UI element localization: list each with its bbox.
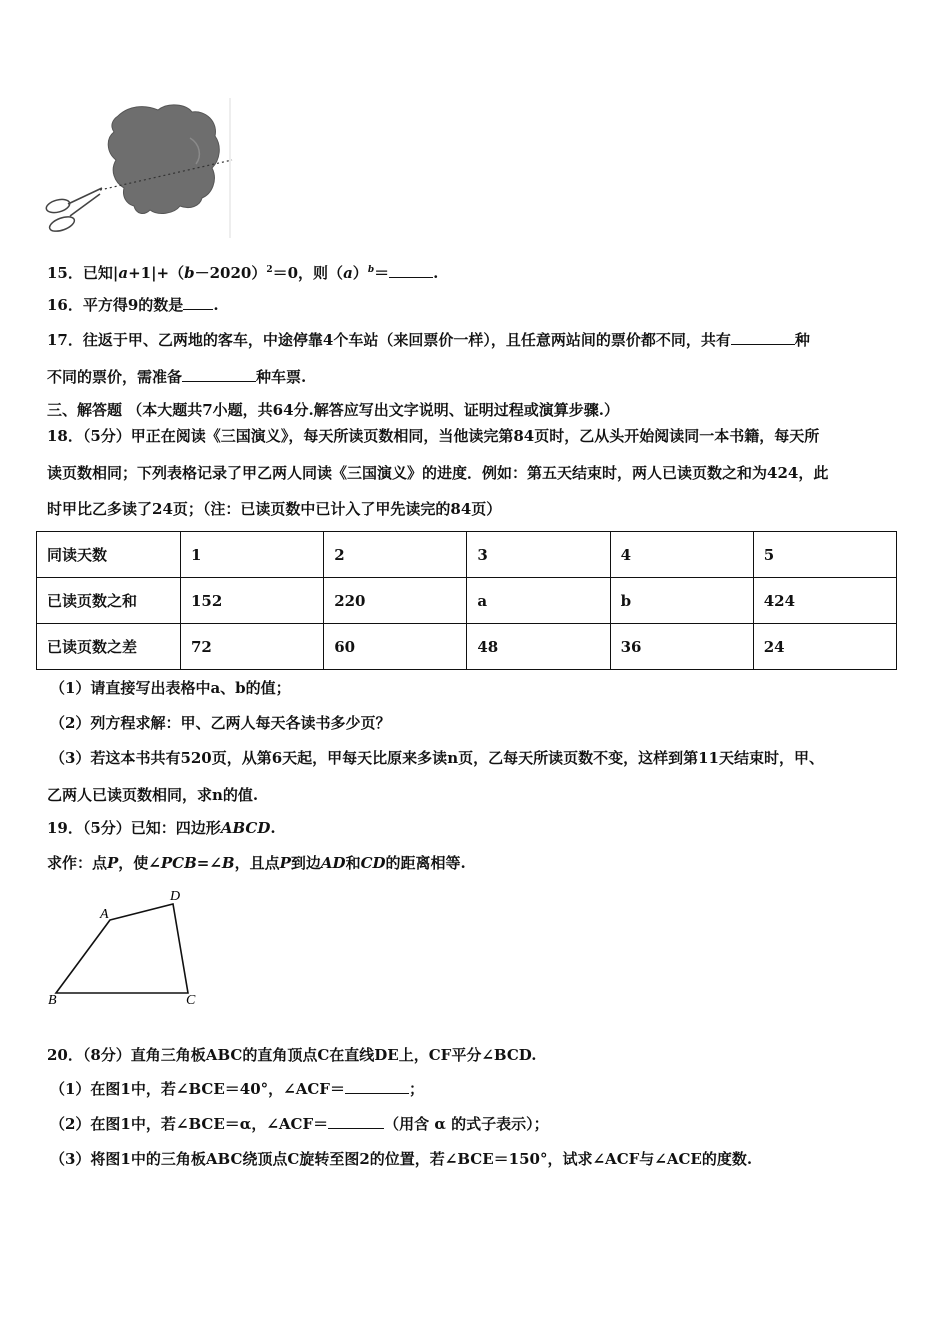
quadrilateral-abcd — [56, 904, 188, 993]
table-row — [37, 578, 897, 624]
table-cell: 3 — [467, 532, 610, 578]
question-17-line1: 17．往返于甲、乙两地的客车，中途停靠4个车站（来回票价一样），且任意两站间的票价都不同，共有 种 — [47, 331, 810, 349]
table-cell: 已读页数之和 — [37, 578, 181, 624]
question-20-part3: （3）将图1中的三角板ABC绕顶点C旋转至图2的位置，若∠BCE＝150°，试求∠ACF与∠ACE的度数. — [50, 1150, 753, 1168]
vertex-label-c: C — [186, 993, 196, 1008]
question-17-line2: 不同的票价，需准备 种车票. — [47, 368, 307, 386]
question-18-part2: （2）列方程求解：甲、乙两人每天各读书多少页？ — [50, 714, 391, 732]
table-cell: a — [467, 578, 610, 624]
table-cell: 36 — [610, 624, 753, 670]
table-cell: 424 — [753, 578, 896, 624]
question-18-line3: 时甲比乙多读了24页；（注：已读页数中已计入了甲先读完的84页） — [47, 500, 502, 518]
question-16: 16．平方得9的数是 . — [47, 296, 219, 314]
answer-blank[interactable] — [183, 295, 213, 310]
answer-blank[interactable] — [328, 1114, 384, 1129]
question-20-line1: 20．（8分）直角三角板ABC的直角顶点C在直线DE上，CF平分∠BCD. — [47, 1046, 537, 1064]
question-18-part3-line2: 乙两人已读页数相同，求n的值. — [47, 786, 259, 804]
question-18-line2: 读页数相同；下列表格记录了甲乙两人同读《三国演义》的进度．例如：第五天结束时，两人已读页数之和为424，此 — [47, 464, 829, 482]
vertex-label-d: D — [170, 889, 181, 904]
table-cell: 60 — [324, 624, 467, 670]
answer-blank[interactable] — [182, 367, 256, 382]
table-cell: 已读页数之差 — [37, 624, 181, 670]
question-18-part1: （1）请直接写出表格中a、b的值； — [50, 679, 291, 697]
scissors-icon — [68, 188, 102, 216]
question-19-line2: 求作：点P，使∠PCB=∠B，且点P到边AD和CD的距离相等. — [47, 854, 466, 872]
question-19-line1: 19．（5分）已知：四边形ABCD. — [47, 819, 276, 837]
table-row — [37, 532, 897, 578]
table-cell: 1 — [181, 532, 324, 578]
table-row — [37, 624, 897, 670]
scissors-handle-top — [45, 197, 71, 215]
section-heading: 三、解答题 （本大题共7小题，共64分.解答应写出文字说明、证明过程或演算步骤.） — [47, 401, 619, 419]
table-cell: 72 — [181, 624, 324, 670]
leaf-scissors-figure — [40, 98, 240, 243]
table-cell: 220 — [324, 578, 467, 624]
table-cell: 4 — [610, 532, 753, 578]
table-cell: b — [610, 578, 753, 624]
answer-blank[interactable] — [345, 1079, 409, 1094]
question-18-part3-line1: （3）若这本书共有520页，从第6天起，甲每天比原来多读n页，乙每天所读页数不变，这样到第11天结束时，甲、 — [50, 749, 824, 767]
question-18-line1: 18．（5分）甲正在阅读《三国演义》，每天所读页数相同，当他读完第84页时，乙从头开始阅读同一本书籍，每天所 — [47, 427, 820, 445]
quadrilateral-figure — [40, 885, 210, 1010]
question-20-part2: （2）在图1中，若∠BCE＝α，∠ACF＝ （用含 α 的式子表示）； — [50, 1115, 549, 1133]
scissors-handle-bottom — [48, 214, 77, 234]
table-cell: 2 — [324, 532, 467, 578]
table-cell: 152 — [181, 578, 324, 624]
reading-progress-table — [36, 531, 897, 670]
table-cell: 同读天数 — [37, 532, 181, 578]
question-15: 15．已知$|a+1|+(b-2020)^2=0$，则$(a)^b=$ . — [47, 264, 439, 282]
leaf-shape — [108, 105, 219, 214]
table-cell: 48 — [467, 624, 610, 670]
table-cell: 24 — [753, 624, 896, 670]
answer-blank[interactable] — [731, 330, 795, 345]
question-20-part1: （1）在图1中，若∠BCE＝40°，∠ACF＝ ； — [50, 1080, 424, 1098]
table-cell: 5 — [753, 532, 896, 578]
vertex-label-a: A — [100, 907, 109, 922]
answer-blank[interactable] — [389, 263, 433, 278]
vertex-label-b: B — [48, 993, 57, 1008]
